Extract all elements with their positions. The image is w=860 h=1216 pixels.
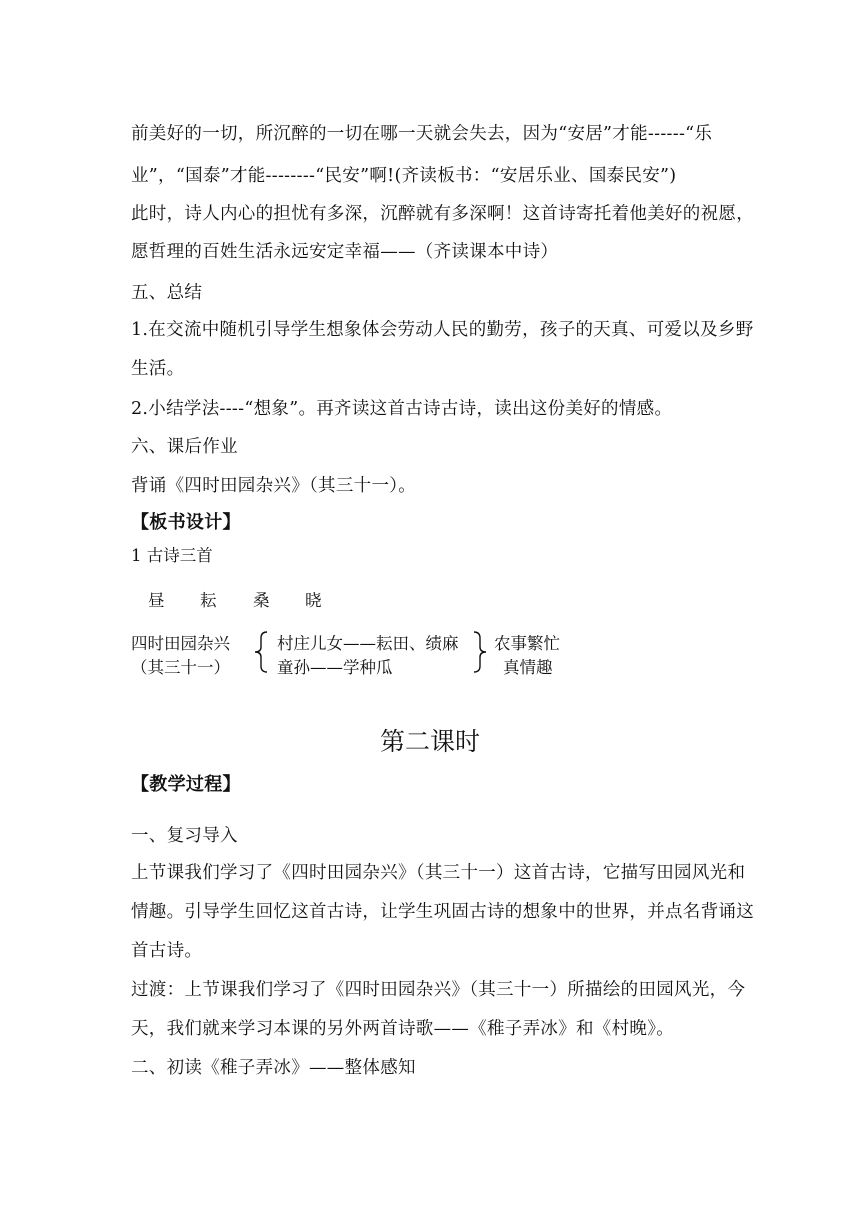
- teaching-process-heading: 【教学过程】: [131, 774, 241, 795]
- board-right-1: 农事繁忙: [494, 634, 560, 653]
- board-poem-title: 四时田园杂兴: [131, 634, 230, 653]
- board-poem-subtitle: （其三十一）: [131, 658, 230, 677]
- board-line-1: 村庄儿女——耘田、绩麻: [277, 634, 459, 653]
- section-heading-homework: 六、课后作业: [131, 437, 238, 457]
- paragraph-line: 背诵《四时田园杂兴》（其三十一）。: [131, 476, 417, 496]
- board-right-2: 真情趣: [503, 658, 553, 677]
- paragraph-line: 情趣。引导学生回忆这首古诗，让学生巩固古诗的想象中的世界，并点名背诵这: [131, 902, 754, 922]
- paragraph-line: 首古诗。: [131, 941, 203, 961]
- paragraph-line: 天，我们就来学习本课的另外两首诗歌——《稚子弄冰》和《村晚》。: [131, 1019, 675, 1039]
- paragraph-line: 1.在交流中随机引导学生想象体会劳动人民的勤劳，孩子的天真、可爱以及乡野: [131, 320, 754, 340]
- board-char: 桑: [253, 591, 270, 610]
- paragraph-line: 过渡：上节课我们学习了《四时田园杂兴》（其三十一）所描绘的田园风光，今: [131, 980, 746, 1000]
- paragraph-line: 愿哲理的百姓生活永远安定幸福——（齐读课本中诗）: [131, 242, 559, 262]
- paragraph-line: 生活。: [131, 359, 185, 379]
- board-line-2: 童孙——学种瓜: [277, 658, 393, 677]
- paragraph-line: 上节课我们学习了《四时田园杂兴》（其三十一）这首古诗，它描写田园风光和: [131, 863, 746, 883]
- right-brace-icon: [472, 630, 488, 674]
- board-char: 昼: [148, 591, 165, 610]
- section-title: 第二课时: [379, 727, 480, 756]
- section-heading-review: 一、复习导入: [131, 826, 238, 846]
- board-char: 耘: [200, 591, 217, 610]
- board-char: 晓: [305, 591, 322, 610]
- section-heading-first-read: 二、初读《稚子弄冰》——整体感知: [131, 1058, 416, 1078]
- board-lesson-title: 1 古诗三首: [131, 546, 213, 565]
- board-design-heading: 【板书设计】: [131, 512, 241, 533]
- paragraph-line: 2.小结学法----“想象”。再齐读这首古诗古诗，读出这份美好的情感。: [131, 399, 673, 419]
- left-brace-icon: [253, 630, 269, 674]
- paragraph-line: 业”，“国泰”才能--------“民安”啊!(齐读板书：“安居乐业、国泰民安”): [131, 166, 677, 186]
- paragraph-line: 此时，诗人内心的担忧有多深，沉醉就有多深啊！这首诗寄托着他美好的祝愿，: [131, 204, 754, 224]
- paragraph-line: 前美好的一切，所沉醉的一切在哪一天就会失去，因为“安居”才能------“乐: [131, 124, 713, 144]
- section-heading-summary: 五、总结: [131, 283, 203, 303]
